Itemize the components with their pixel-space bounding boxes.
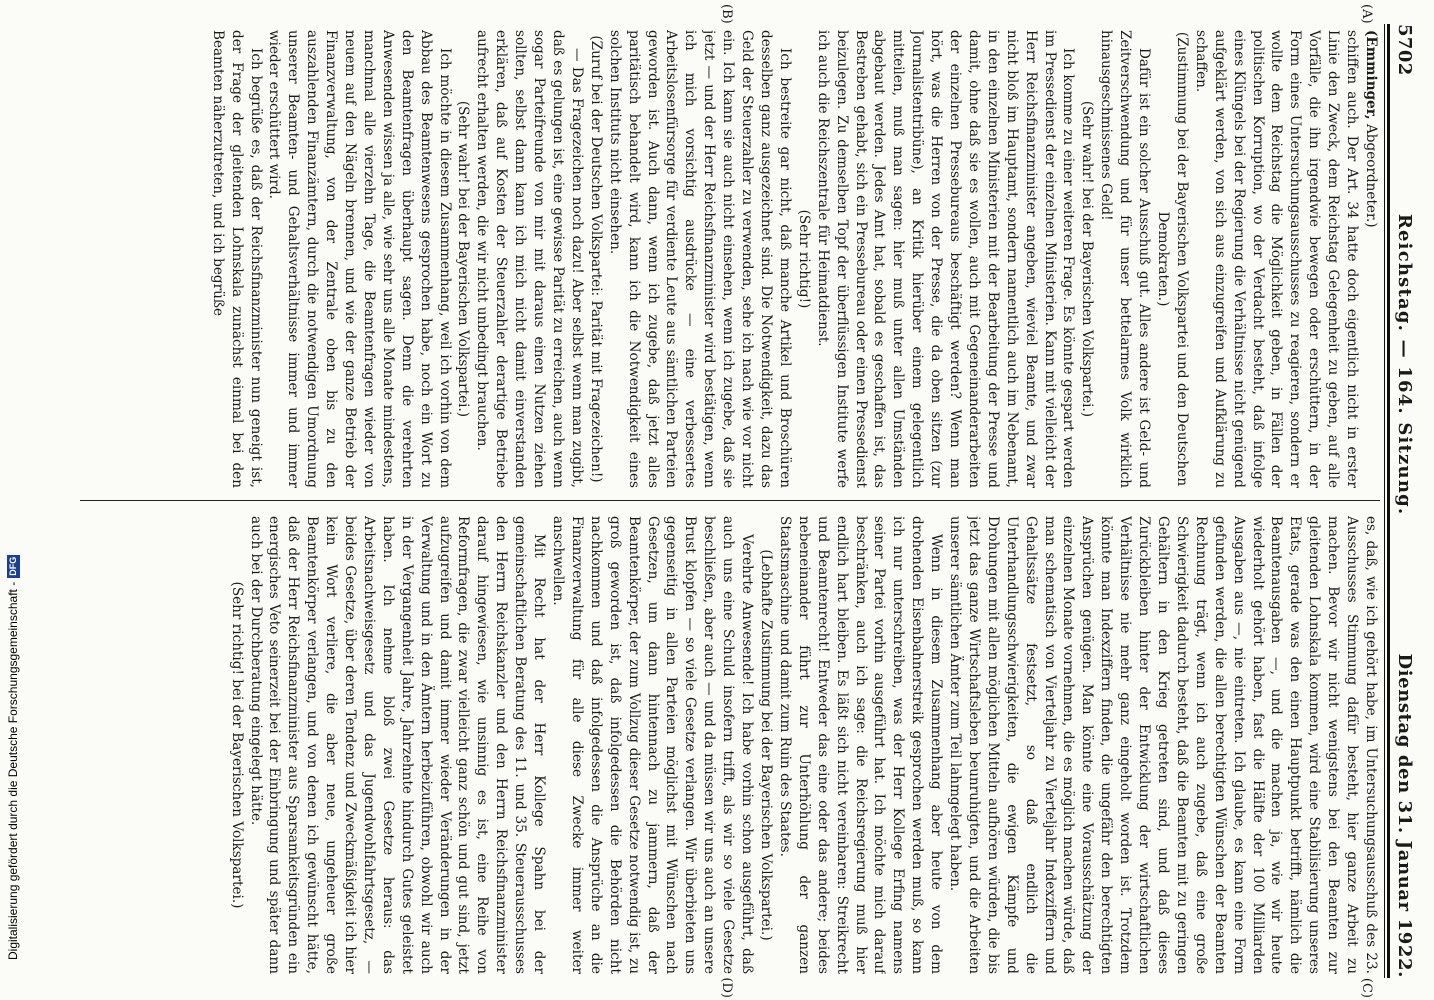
digitization-footer: [6, 555, 20, 960]
header-rule: [1387, 24, 1390, 978]
paragraph: — Das Fragezeichen noch dazu! Aber selbst wenn man zugibt, daß es gelungen ist, eine gewisse Parität zu erreichen, auch wenn sogar Parteifreunde von mir mit daraus einen Nutzen ziehen sollten, selbst dann kann ich mich nicht damit einverstanden erklären, daß auf Kosten der Steuerzahler derartige Betriebe aufrecht erhalten werden, die wir nicht unbedingt brauchen.: [474, 30, 585, 488]
interjection: (Sehr wahr! bei der Bayerischen Volkspartei.): [455, 100, 472, 418]
interjection: (Zustimmung bei der Bayerischen Volkspartei und den Deutschen Demokraten.): [1155, 31, 1190, 487]
right-column: [70, 516, 1380, 974]
interjection: (Lebhafte Zustimmung bei der Bayerischen Volkspartei.): [758, 549, 774, 941]
session-date: Dienstag den 31. Januar 1922.: [1394, 653, 1415, 978]
speaker-line: [1361, 30, 1380, 488]
page-number: 5702: [1394, 24, 1415, 76]
column-divider: [80, 500, 1380, 501]
speaker-name: (Emminger,: [1363, 30, 1379, 120]
page-header: [1394, 24, 1430, 978]
interjection: (Sehr richtig!): [795, 209, 812, 309]
interjection: (Sehr richtig! bei der Bayerischen Volkspartei.): [228, 581, 245, 909]
interjection: (Zuruf bei der Deutschen Volkspartei: Parität mit Fragezeichen!): [587, 35, 604, 483]
margin-mark-b: (B): [719, 4, 734, 24]
header-rule-thin: [1384, 24, 1385, 978]
left-column: [70, 30, 1380, 488]
paragraph: Wenn in diesem Zusammenhang aber heute von dem drohenden Eisenbahnerstreik gesprochen werden muß, so kann ich nur unterschreiben, was der Herr Kollege Erfing namens seiner Partei vorhin ausgeführt hat. Ich möchte mich darauf beschränken, auch ich sage: die Reichsregierung muß hier endlich hart bleiben. Es läßt sich nicht vereinbaren: Streikrecht und Beamtenrecht! Entweder das eine oder das andere; beides nebeneinander führt zur Unterhöhlung der ganzen Staatsmaschine und damit zum Ruin des Staates.: [776, 516, 945, 974]
paragraph: Ich bestreite gar nicht, daß manche Artikel und Broschüren desselben ganz ausgezeichnet sind. Die Notwendigkeit, dazu das Geld der Steuerzahler zu verwenden, sehe ich nach wie vor nicht ein. Ich kann sie auch nicht einsehen, wenn ich zugebe, daß sie jetzt — und der Herr Reichsfinanzminister wird bestätigen, wenn ich mich vorsichtig ausdrücke — eine verbessertes Arbeitslosenfürsorge für verdiente Leute aus sämtlichen Parteien geworden ist. Auch dann, wenn ich zugebe, daß jetzt alles paritätisch behandelt wird, kann ich die Notwendigkeit eines solchen Instituts nicht einsehen.: [606, 30, 793, 488]
margin-mark-c: (C): [1359, 977, 1374, 998]
paragraph: Ich begrüße es, daß der Reichsfinanzminister nun geneigt ist, der Frage der gleitenden Lohnskala zunächst einmal bei den Beamten näherzutreten, und ich begrüße: [209, 30, 264, 488]
page-title: Reichstag. — 164. Sitzung.: [1394, 213, 1415, 516]
paragraph: schiffen auch. Der Art. 34 hatte doch eigentlich nicht in erster Linie den Zweck, dem Reichstag Gelegenheit zu geben, auf alle Vorfälle, die ihn irgendwie bewegen oder erschüttern, in der Form eines Untersuchungsausschusses zu reagieren, sondern er wollte dem Reichstag die Möglichkeit geben, in Fällen der politischen Korruption, wo der Verdacht besteht, daß infolge eines Klüngels bei der Regierung die Verhältnisse nicht genügend aufgeklärt werden, von sich aus einzugreifen und Aufklärung zu schaffen.: [1192, 30, 1361, 488]
paragraph: Dafür ist ein solcher Ausschuß gut. Alles andere ist Geld- und Zeitverschwendung und für unser bettelarmes Volk wirklich hinausgeschmissenes Geld!: [1098, 30, 1153, 488]
margin-mark-a: (A): [1359, 4, 1374, 24]
speaker-role: Abgeordneter.): [1363, 119, 1379, 228]
paragraph: es, daß, wie ich gehört habe, im Untersuchungsausschuß des 23. Ausschusses Stimmung dafür besteht, hier ganze Arbeit zu machen. Bevor wir nicht wenigstens bei den Beamten zur gleitenden Lohnskala kommen, wird eine Stabilisierung unseres Etats, gerade was den einen Hauptpunkt betrifft, nämlich die Beamtenausgaben —, und die machen ja, wie wir heute wiederholt gehört haben, fast die Hälfte der 100 Milliarden Ausgaben aus —, nie eintreten. Ich glaube, es kann eine Form gefunden werden, die allen berechtigten Wünschen der Beamten Rechnung trägt, wenn ich auch zugebe, daß eine große Schwierigkeit dadurch besteht, daß die Beamten mit zu geringen Gehältern in den Krieg getreten sind, und daß dieses Zurückbleiben hinter der Entwicklung der wirtschaftlichen Verhältnisse nie mehr ganz eingeholt worden ist. Trotzdem könnte man Indexziffern finden, die ungefähr den berechtigten Ansprüchen genügen. Man könnte eine Vorausschätzung der einzelnen Monate vornehmen, die es möglich machen würde, daß man schematisch von Vierteljahr zu Vierteljahr Indexziffern und Gehaltssätze festsetzt, so daß endlich die Unterhandlungsschwierigkeiten, die ewigen Kämpfe und Drohungen mit allen möglichen Mitteln aufhören würden, die bis jetzt das ganze Wirtschaftsleben beunruhigten, und die Arbeiten unserer sämtlichen Ämter zum Teil lahmgelegt haben.: [947, 516, 1379, 974]
margin-mark-d: (D): [719, 977, 734, 998]
paragraph: Ich möchte in diesem Zusammenhang, weil ich vorhin von dem Abbau des Beamtenwesens gesprochen habe, noch ein Wort zu den Beamtenfragen überhaupt sagen. Denn die verehrten Anwesenden wissen ja alle, wie sehr uns alle Monate mindestens, manchmal alle vierzehn Tage, die Beamtenfragen wieder von neuem auf den Nägeln brennen, und wie der ganze Betrieb der Finanzverwaltung, von der Zentrale oben bis zu den auszahlenden Finanzämtern, durch die notwendigen Umordnung unserer Beamten- und Gehaltsverhältnisse immer und immer wieder erschüttert wird.: [266, 30, 453, 488]
dfg-logo: DFG: [7, 556, 18, 576]
digitization-note: Digitalisierung gefördert durch die Deutsche Forschungsgemeinschaft -: [6, 581, 20, 960]
paragraph: Verehrte Anwesende! Ich habe vorhin schon ausgeführt, daß auch uns eine Schuld insofern trifft, als wir so viele Gesetze beschließen, aber auch — und da müssen wir uns auch an unsere Brust klopfen — so viele Gesetze verlangen. Wir überbieten uns gegenseitig in allen Parteien möglichst mit Wünschen nach Gesetzen, um dann hintennach zu jammern, daß der Beamtenkörper, der zum Vollzug dieser Gesetze notwendig ist, zu groß geworden ist, daß infolgedessen die Behörden nicht nachkommen und daß infolgedessen die Ansprüche an die Finanzverwaltung für alle diese Zwecke immer weiter anschwellen.: [550, 516, 756, 974]
interjection: (Sehr wahr! bei der Bayerischen Volkspartei.): [1079, 100, 1096, 418]
paragraph: Ich komme zu einer weiteren Frage. Es könnte gespart werden im Pressedienst der einzelnen Ministerien. Kann mit vielleicht der Herr Reichsfinanzminister angeben, wieviel Beamte, und zwar nicht bloß im Hauptamt, sondern namentlich auch im Nebenamt, in den einzelnen Ministerien mit der Bearbeitung der Presse und damit, ohne daß sie es wollen, auch mit Gegeneinanderarbeiten der einzelnen Pressebureaus beschäftigt werden? Wenn man hört, was die Herren von der Presse, die da oben sitzen (zur Journalistentribüne), an Kritik hierüber einem gelegentlich mitteilen, muß man sagen: hier muß unter allen Umständen abgebaut werden. Jedes Amt hat, sobald es geschaffen ist, das Bestreben gehabt, sich ein Pressebureau oder einen Pressedienst beizulegen. Zu demselben Topf der überflüssigen Institute werfe ich auch die Reichszentrale für Heimatdienst.: [814, 30, 1077, 488]
paragraph: Mit Recht hat der Herr Kollege Spahn bei der gemeinschaftlichen Beratung des 11. und 35. Steuerausschusses den Herrn Reichskanzler und den Herrn Reichsfinanzminister darauf hingewiesen, wie unsinnig es ist, eine Reihe von Reformfragen, die zwar vielleicht ganz schön und gut sind, jetzt aufzugreifen und damit immer wieder Veränderungen in der Verwaltung und in den Ämtern herbeizuführen, obwohl wir auch in der Vergangenheit Jahre, Jahrzehnte hindurch Gutes geleistet haben. Ich nehme bloß zwei Gesetze heraus: das Arbeitsnachweisgesetz und das Jugendwohlfahrtsgesetz, — beides Gesetze, über deren Tendenz und Zweckmäßigkeit ich hier kein Wort verliere, die aber neue, ungeheuer große Beamtenkörper verlangen, und von denen ich gewünscht hätte, daß der Herr Reichsfinanzminister aus Sparsamkeitsgründen ein energisches Veto seinerzeit bei der Einbringung und später dann auch bei der Durchberatung eingelegt hätte.: [247, 516, 548, 974]
